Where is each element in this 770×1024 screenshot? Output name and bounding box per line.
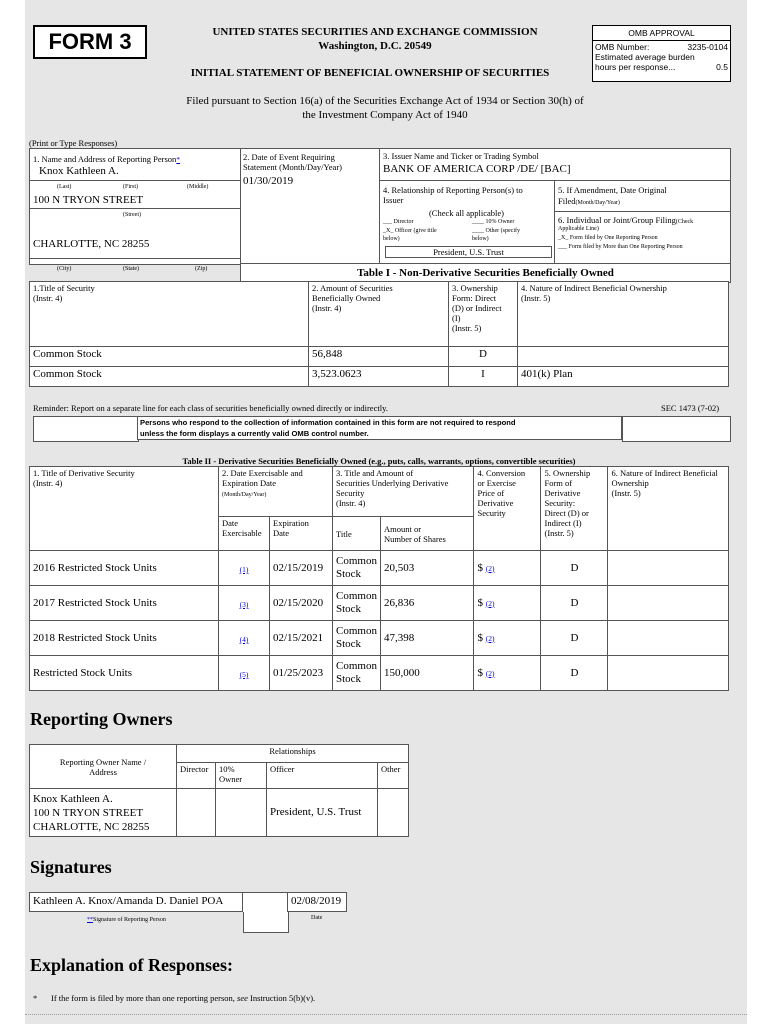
underlying-amount: 150,000 [380, 656, 474, 691]
omb-approval-box [592, 25, 731, 82]
omb-hours-label: hours per response... [595, 62, 676, 72]
print-note: (Print or Type Responses) [29, 138, 118, 148]
table2-col-price: 4. Conversion or Exercise Price of Derivative Security [474, 467, 541, 551]
table2-sub-expiration: Expiration Date [270, 517, 333, 551]
first-label: (First) [123, 184, 138, 190]
footnote-link[interactable]: (5) [239, 670, 249, 679]
reminder-text: Reminder: Report on a separate line for each class of securities beneficially owned directly or indirectly. [33, 403, 388, 413]
box3-label: 3. Issuer Name and Ticker or Trading Symbol [383, 151, 539, 161]
omb-title: OMB APPROVAL [593, 26, 730, 41]
expiration-date: 02/15/2021 [270, 621, 333, 656]
date-exercisable [219, 656, 270, 691]
ownership-nature [608, 656, 729, 691]
agency-name: UNITED STATES SECURITIES AND EXCHANGE COMMISSION [212, 26, 538, 38]
ownership-form: D [541, 621, 608, 656]
security-amount: 56,848 [309, 347, 449, 367]
expiration-date: 02/15/2019 [270, 551, 333, 586]
last-label: (Last) [57, 184, 72, 190]
table1-col-amount: 2. Amount of Securities Beneficially Owned (Instr. 4) [309, 282, 449, 347]
box6-label: 6. Individual or Joint/Group Filing(Check [558, 215, 694, 225]
explanation-text: If the form is filed by more than one reporting person, see Instruction 5(b)(v). [51, 993, 316, 1003]
box5-label2: Filed(Month/Day/Year) [558, 196, 620, 206]
owners-col-other: Other [378, 763, 409, 789]
derivative-title: 2017 Restricted Stock Units [30, 586, 219, 621]
signatures-heading: Signatures [30, 857, 112, 877]
table2-sub-date-exercisable: Date Exercisable [219, 517, 270, 551]
table-row [30, 586, 729, 621]
ownership-form: D [449, 347, 518, 367]
omb-number: 3235-0104 [687, 42, 728, 52]
box5-label1: 5. If Amendment, Date Original [558, 185, 667, 195]
reporting-owners-heading: Reporting Owners [30, 709, 173, 729]
owner-ten-pct [216, 789, 267, 837]
explanation-heading: Explanation of Responses: [30, 955, 234, 975]
underlying-amount: 26,836 [380, 586, 474, 621]
date-exercisable [219, 621, 270, 656]
date-exercisable [219, 586, 270, 621]
table2-header-row [30, 467, 729, 517]
city-label: (City) [57, 266, 72, 272]
owners-col-officer: Officer [267, 763, 378, 789]
conversion-price: $ (2) [474, 551, 541, 586]
underlying-amount: 47,398 [380, 621, 474, 656]
omb-number-label: OMB Number: [595, 42, 650, 52]
security-title: Common Stock [30, 347, 309, 367]
table-row [30, 656, 729, 691]
underlying-title: Common Stock [333, 586, 381, 621]
underlying-title: Common Stock [333, 551, 381, 586]
footnote-link[interactable]: (3) [239, 600, 249, 609]
other-below: below) [472, 236, 489, 242]
form-title: INITIAL STATEMENT OF BENEFICIAL OWNERSHIP OF SECURITIES [190, 67, 550, 79]
derivative-title: 2018 Restricted Stock Units [30, 621, 219, 656]
officer-checkbox[interactable]: _X_ Officer (give title [383, 228, 437, 234]
check-all-label: (Check all applicable) [428, 208, 505, 218]
table1 [29, 281, 729, 387]
ownership-nature [608, 586, 729, 621]
ownership-form: I [449, 367, 518, 387]
security-title: Common Stock [30, 367, 309, 387]
box2-label1: 2. Date of Event Requiring [243, 152, 335, 162]
conversion-price: $ (2) [474, 621, 541, 656]
group-filer-option[interactable]: ___ Form filed by More than One Reporting Person [558, 244, 683, 250]
expiration-date: 02/15/2020 [270, 586, 333, 621]
conversion-price: $ (2) [474, 586, 541, 621]
reminder-left-box [33, 416, 139, 442]
owner-name-address: Knox Kathleen A. 100 N TRYON STREET CHARLOTTE, NC 28255 [30, 789, 177, 837]
ownership-nature: 401(k) Plan [518, 367, 729, 387]
omb-hours: 0.5 [716, 62, 728, 72]
table-row [30, 347, 729, 367]
issuer-value: BANK OF AMERICA CORP /DE/ [BAC] [383, 163, 571, 175]
expiration-date: 01/25/2023 [270, 656, 333, 691]
filed-pursuant-line1: Filed pursuant to Section 16(a) of the Securities Exchange Act of 1934 or Section 30(h) of [186, 95, 584, 107]
filed-pursuant-line2: the Investment Company Act of 1940 [302, 109, 468, 121]
divider [29, 180, 240, 181]
underlying-amount: 20,503 [380, 551, 474, 586]
table2-sub-title: Title [333, 517, 381, 551]
table1-header-row [30, 282, 729, 347]
box4-label1: 4. Relationship of Reporting Person(s) to [383, 185, 523, 195]
owners-col-name: Reporting Owner Name / Address [30, 745, 177, 789]
box1-label: 1. Name and Address of Reporting Person* [33, 154, 181, 164]
ten-pct-owner-checkbox[interactable]: ____ 10% Owner [472, 219, 515, 225]
ownership-form: D [541, 656, 608, 691]
divider [29, 258, 240, 259]
signature-gap [243, 892, 288, 914]
table2-col-dates: 2. Date Exercisable and Expiration Date (Month/Day/Year) [219, 467, 333, 517]
signature-name: Kathleen A. Knox/Amanda D. Daniel POA [29, 892, 243, 912]
middle-label: (Middle) [187, 184, 209, 190]
table1-col-nature: 4. Nature of Indirect Beneficial Ownership (Instr. 5) [518, 282, 729, 347]
divider [29, 208, 240, 209]
ownership-nature [608, 551, 729, 586]
ownership-form: D [541, 551, 608, 586]
form-label-box [33, 25, 147, 59]
owners-col-relationships: Relationships [177, 745, 409, 763]
table-row [30, 789, 409, 837]
table1-col-title: 1.Title of Security (Instr. 4) [30, 282, 309, 347]
owner-director [177, 789, 216, 837]
ownership-nature [518, 347, 729, 367]
table2-sub-amount: Amount or Number of Shares [380, 517, 474, 551]
box6-applicable: Applicable Line) [558, 226, 599, 232]
city-value: CHARLOTTE, NC 28255 [33, 238, 150, 250]
table1-title: Table I - Non-Derivative Securities Beneficially Owned [240, 263, 731, 283]
signature-date: 02/08/2019 [287, 892, 347, 912]
footnote-link[interactable]: (2) [485, 563, 495, 573]
underlying-title: Common Stock [333, 621, 381, 656]
footnote-link[interactable]: ** [87, 917, 93, 923]
signature-label: **Signature of Reporting Person [87, 917, 166, 923]
table-row [30, 551, 729, 586]
officer-below: below) [383, 236, 400, 242]
date-label: Date [311, 915, 323, 921]
underlying-title: Common Stock [333, 656, 381, 691]
form-sheet [25, 0, 747, 1024]
event-date-value: 01/30/2019 [243, 175, 294, 187]
table2-col-ownership: 5. Ownership Form of Derivative Security: Direct (D) or Indirect (I) (Instr. 5) [541, 467, 608, 551]
box4-label2: Issuer [383, 195, 404, 205]
footnote-link[interactable]: (4) [239, 635, 249, 644]
footnote-link[interactable]: (2) [485, 668, 495, 678]
signature-gap-lower [243, 912, 289, 933]
omb-burden-label: Estimated average burden [595, 52, 695, 62]
agency-location: Washington, D.C. 20549 [318, 40, 432, 52]
footnote-asterisk-link[interactable]: * [176, 155, 181, 164]
box2-label2: Statement (Month/Day/Year) [243, 162, 342, 172]
ownership-form: D [541, 586, 608, 621]
other-checkbox[interactable]: ____ Other (specify [472, 228, 520, 234]
security-amount: 3,523.0623 [309, 367, 449, 387]
table2-col-nature: 6. Nature of Indirect Beneficial Ownership (Instr. 5) [608, 467, 729, 551]
reporting-person-name: Knox Kathleen A. [39, 165, 119, 177]
owner-officer: President, U.S. Trust [267, 789, 378, 837]
table1-col-ownership: 3. Ownership Form: Direct (D) or Indirect (I) (Instr. 5) [449, 282, 518, 347]
omb-notice: Persons who respond to the collection of information contained in this form are not required to respond unless the form displays a currently valid OMB control number. [137, 416, 622, 440]
table2 [29, 466, 729, 691]
owners-header-row [30, 745, 409, 763]
page-bottom-rule [25, 1014, 747, 1015]
owner-other [378, 789, 409, 837]
derivative-title: 2016 Restricted Stock Units [30, 551, 219, 586]
table2-col-underlying: 3. Title and Amount of Securities Underlying Derivative Security (Instr. 4) [333, 467, 474, 517]
table2-title: Table II - Derivative Securities Beneficially Owned (e.g., puts, calls, warrants, options, convertible securities) [182, 456, 576, 466]
director-checkbox[interactable]: ___ Director [383, 219, 414, 225]
footnote-link[interactable]: (1) [239, 565, 249, 574]
reminder-right-box [622, 416, 731, 442]
conversion-price: $ (2) [474, 656, 541, 691]
zip-label: (Zip) [195, 266, 208, 272]
reporting-owners-table [29, 744, 409, 837]
officer-title-value: President, U.S. Trust [385, 246, 552, 258]
sec-number: SEC 1473 (7-02) [661, 403, 720, 413]
owners-col-director: Director [177, 763, 216, 789]
date-exercisable [219, 551, 270, 586]
ownership-nature [608, 621, 729, 656]
table2-col-title: 1. Title of Derivative Security (Instr. 4) [30, 467, 219, 551]
explanation-marker: * [33, 993, 38, 1003]
derivative-title: Restricted Stock Units [30, 656, 219, 691]
footnote-link[interactable]: (2) [485, 633, 495, 643]
street-value: 100 N TRYON STREET [33, 194, 144, 206]
form-label: FORM 3 [48, 29, 132, 54]
table-row [30, 367, 729, 387]
street-label: (Street) [123, 212, 141, 218]
owners-col-ten-pct: 10% Owner [216, 763, 267, 789]
table-row [30, 621, 729, 656]
single-filer-option[interactable]: _X_ Form filed by One Reporting Person [558, 235, 658, 241]
footnote-link[interactable]: (2) [485, 598, 495, 608]
state-label: (State) [123, 266, 139, 272]
